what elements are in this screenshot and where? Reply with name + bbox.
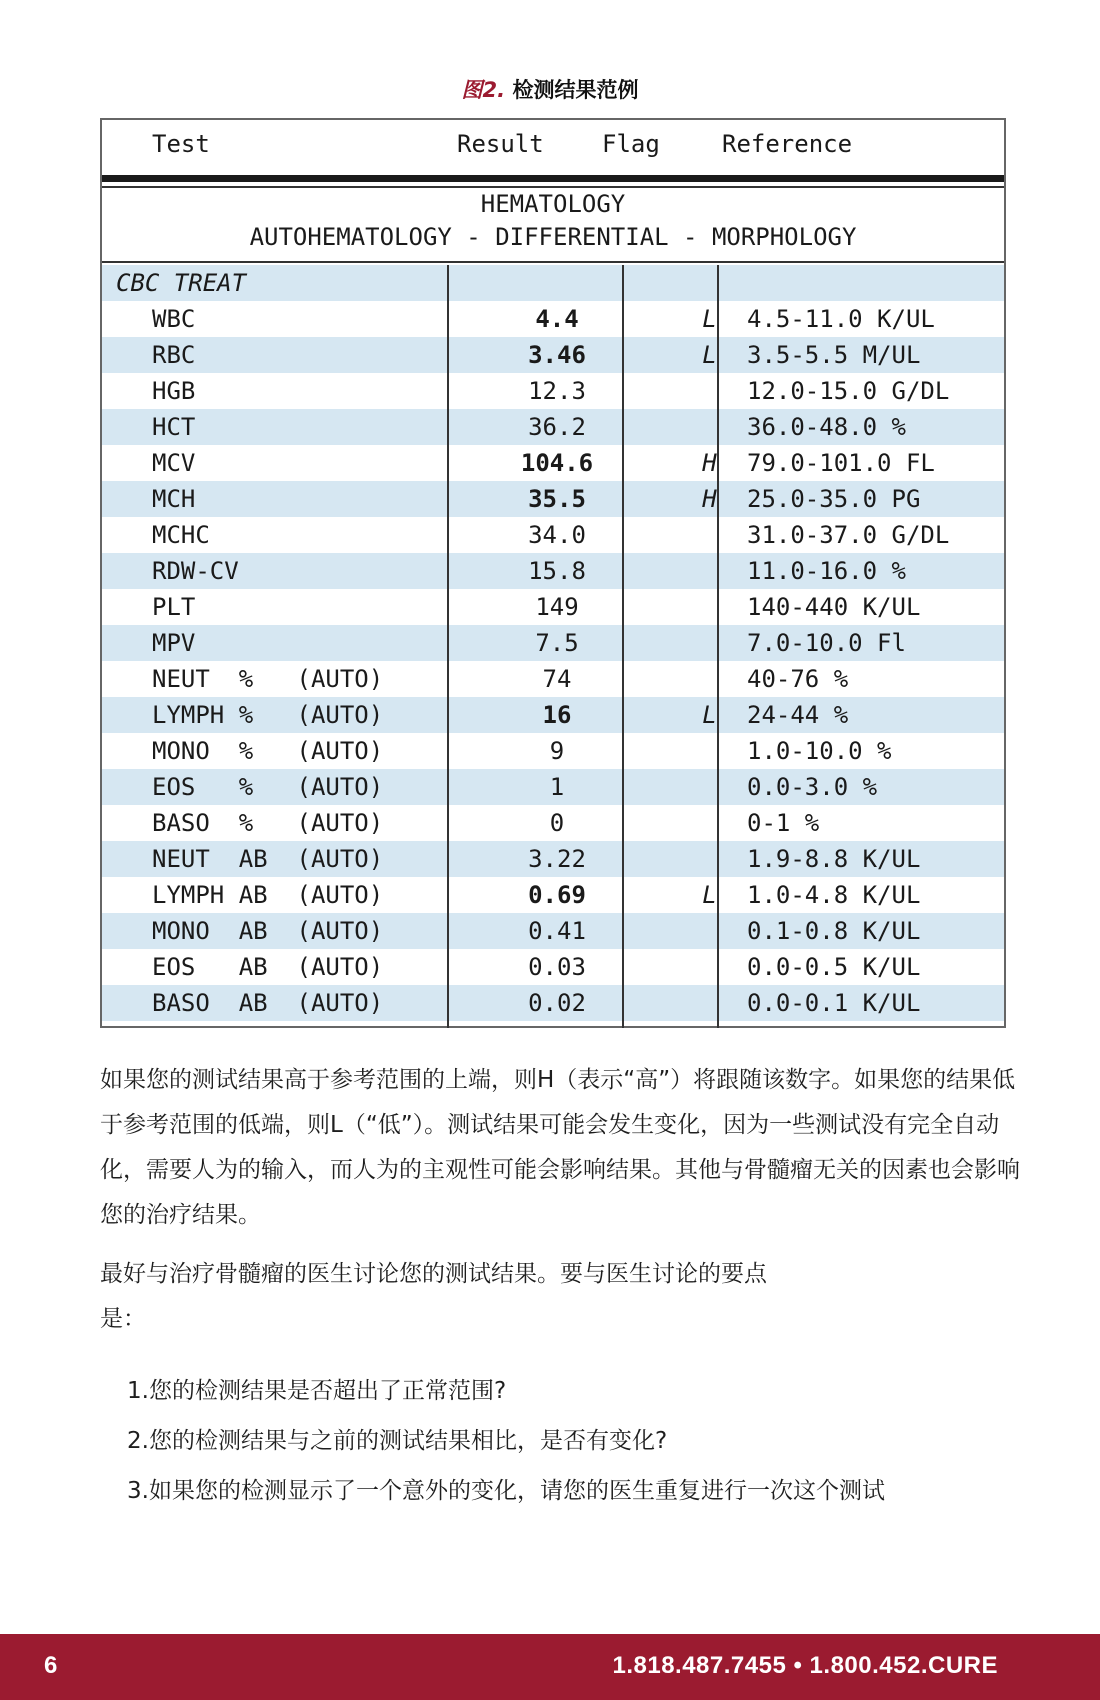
lab-results-table (100, 118, 1006, 1028)
test-reference: 11.0-16.0 % (747, 557, 906, 585)
test-result: 9 (549, 737, 565, 765)
discussion-points (127, 1366, 1027, 1516)
header-result: Result (457, 130, 544, 158)
test-reference: 1.9-8.8 K/UL (747, 845, 921, 873)
test-name: LYMPH % (AUTO) (152, 701, 384, 729)
test-name: EOS AB (AUTO) (152, 953, 384, 981)
table-row (102, 805, 1004, 841)
header-test: Test (152, 130, 210, 158)
test-reference: 4.5-11.0 K/UL (747, 305, 935, 333)
table-row (102, 337, 1004, 373)
test-result: 7.5 (535, 629, 579, 657)
test-reference: 1.0-10.0 % (747, 737, 892, 765)
test-reference: 40-76 % (747, 665, 849, 693)
test-reference: 0.1-0.8 K/UL (747, 917, 921, 945)
test-reference: 31.0-37.0 G/DL (747, 521, 950, 549)
table-row (102, 697, 1004, 733)
table-row (102, 985, 1004, 1021)
table-row (102, 409, 1004, 445)
table-row (102, 841, 1004, 877)
test-name: MCH (152, 485, 196, 513)
table-rows (102, 265, 1004, 1021)
test-name: BASO AB (AUTO) (152, 989, 384, 1017)
test-name: EOS % (AUTO) (152, 773, 384, 801)
test-reference: 1.0-4.8 K/UL (747, 881, 921, 909)
test-name: MPV (152, 629, 196, 657)
header-thin-rule (102, 186, 1004, 188)
phone-numbers: 1.818.487.7455 • 1.800.452.CURE (612, 1652, 998, 1679)
table-row (102, 301, 1004, 337)
table-row (102, 553, 1004, 589)
test-result: 104.6 (520, 449, 594, 477)
test-result: 0.03 (528, 953, 586, 981)
test-name: BASO % (AUTO) (152, 809, 384, 837)
test-reference: 0.0-3.0 % (747, 773, 878, 801)
table-row (102, 589, 1004, 625)
test-result: 0.69 (528, 881, 586, 909)
test-reference: 7.0-10.0 Fl (747, 629, 906, 657)
table-row (102, 949, 1004, 985)
column-divider-3 (717, 265, 719, 1028)
test-name: NEUT % (AUTO) (152, 665, 384, 693)
test-result: 4.4 (535, 305, 579, 333)
test-reference: 3.5-5.5 M/UL (747, 341, 921, 369)
test-result: 3.22 (528, 845, 586, 873)
test-name: RBC (152, 341, 196, 369)
column-divider-2 (622, 265, 624, 1028)
test-reference: 25.0-35.0 PG (747, 485, 921, 513)
test-reference: 0-1 % (747, 809, 820, 837)
header-reference: Reference (722, 130, 853, 158)
point-1: 1.您的检测结果是否超出了正常范围? (127, 1378, 507, 1404)
table-row (102, 769, 1004, 805)
table-row (102, 373, 1004, 409)
point-3: 3.如果您的检测显示了一个意外的变化，请您的医生重复进行一次这个测试 (127, 1478, 885, 1504)
header-rule (102, 175, 1004, 182)
table-row (102, 913, 1004, 949)
test-name: PLT (152, 593, 196, 621)
page-footer (0, 1634, 1100, 1700)
test-flag: L (702, 701, 717, 729)
test-result: 15.8 (528, 557, 586, 585)
test-reference: 12.0-15.0 G/DL (747, 377, 950, 405)
test-result: 1 (549, 773, 565, 801)
section-rule (102, 261, 1004, 263)
explanation-paragraph: 如果您的测试结果高于参考范围的上端，则H（表示“高”）将跟随该数字。如果您的结果低于参考范围的低端，则L（“低”）。测试结果可能会发生变化，因为一些测试没有完全自动化，需要人为的输入，而人为的主观性可能会影响结果。其他与骨髓瘤无关的因素也会影响您的治疗结果。 (100, 1067, 1020, 1228)
test-result: 34.0 (528, 521, 586, 549)
test-reference: 140-440 K/UL (747, 593, 921, 621)
table-row (102, 877, 1004, 913)
test-flag: L (702, 881, 717, 909)
table-row (102, 517, 1004, 553)
test-reference: 36.0-48.0 % (747, 413, 906, 441)
test-name: WBC (152, 305, 196, 333)
header-flag: Flag (602, 130, 660, 158)
test-flag: L (702, 305, 717, 333)
test-reference: 0.0-0.1 K/UL (747, 989, 921, 1017)
test-result: 12.3 (528, 377, 586, 405)
test-result: 149 (535, 593, 579, 621)
test-name: MCV (152, 449, 196, 477)
test-name: RDW-CV (152, 557, 239, 585)
table-row (102, 733, 1004, 769)
test-name: HCT (152, 413, 196, 441)
table-row (102, 481, 1004, 517)
test-result: 0 (549, 809, 565, 837)
test-flag: H (702, 449, 717, 477)
test-result: 0.41 (528, 917, 586, 945)
figure-label: 图2. (461, 78, 506, 102)
table-row (102, 661, 1004, 697)
test-result: 3.46 (528, 341, 586, 369)
test-name: MONO % (AUTO) (152, 737, 384, 765)
section-title-hematology: HEMATOLOGY (480, 190, 626, 218)
test-name: LYMPH AB (AUTO) (152, 881, 384, 909)
test-name: HGB (152, 377, 196, 405)
test-reference: 79.0-101.0 FL (747, 449, 935, 477)
test-result: 16 (542, 701, 572, 729)
table-row (102, 445, 1004, 481)
group-row (102, 265, 1004, 301)
test-result: 35.5 (528, 485, 586, 513)
test-result: 36.2 (528, 413, 586, 441)
test-reference: 0.0-0.5 K/UL (747, 953, 921, 981)
figure-caption (0, 74, 1100, 104)
point-2: 2.您的检测结果与之前的测试结果相比，是否有变化? (127, 1428, 668, 1454)
column-divider-1 (447, 265, 449, 1028)
discussion-paragraph: 最好与治疗骨髓瘤的医生讨论您的测试结果。要与医生讨论的要点是： (100, 1261, 767, 1332)
test-name: NEUT AB (AUTO) (152, 845, 384, 873)
test-name: MONO AB (AUTO) (152, 917, 384, 945)
test-reference: 24-44 % (747, 701, 849, 729)
test-result: 74 (542, 665, 572, 693)
section-title-subtitle: AUTOHEMATOLOGY - DIFFERENTIAL - MORPHOLOGY (249, 223, 857, 251)
table-header (102, 120, 1004, 175)
test-result: 0.02 (528, 989, 586, 1017)
figure-title: 检测结果范例 (512, 78, 639, 102)
test-flag: H (702, 485, 717, 513)
test-name: MCHC (152, 521, 210, 549)
page-number: 6 (44, 1652, 58, 1679)
group-label: CBC TREAT (116, 269, 247, 297)
table-row (102, 625, 1004, 661)
test-flag: L (702, 341, 717, 369)
